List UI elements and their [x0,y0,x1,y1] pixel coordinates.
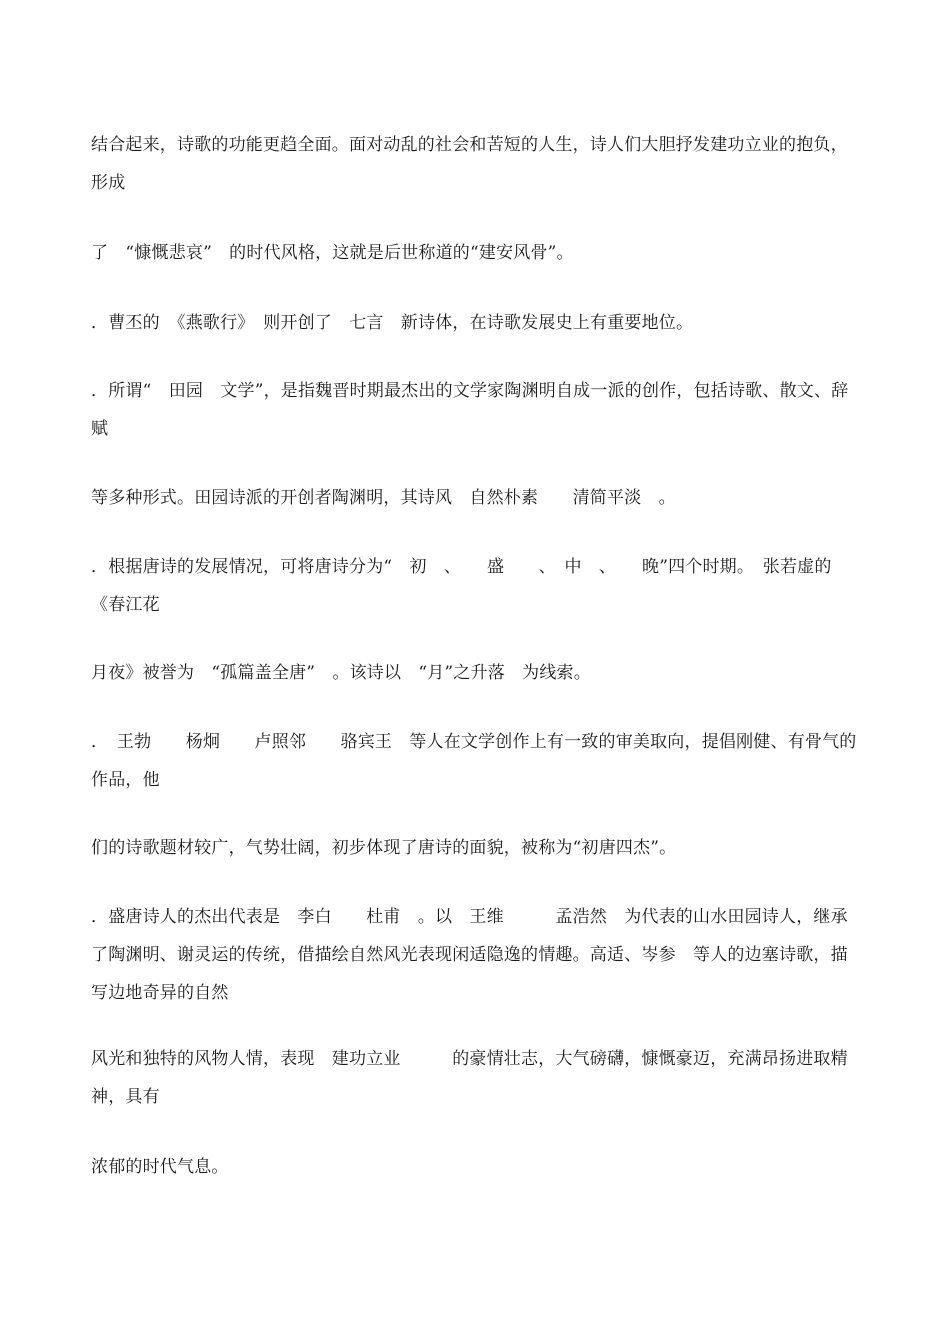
paragraph-chutang-sijie: ． 王勃 杨炯 卢照邻 骆宾王 等人在文学创作上有一致的审美取向，提倡刚健、有骨气的作品，他 [91,732,857,790]
paragraph-taoyuanming-style: 等多种形式。田园诗派的开创者陶渊明，其诗风 自然朴素 清简平淡 。 [91,488,676,508]
paragraph-caopi-yangexing: ．曹丕的 《燕歌行》 则开创了 七言 新诗体，在诗歌发展史上有重要地位。 [91,313,694,333]
paragraph-tang-periods: ．根据唐诗的发展情况，可将唐诗分为“ 初 、 盛 、 中 、 晚”四个时期。 张若虚的《春江花 [91,557,832,615]
paragraph-chunjianghuayueye: 月夜》被誉为 “孤篇盖全唐” 。该诗以 “月”之升落 为线索。 [91,663,591,683]
paragraph-chutang-sijie-cont: 们的诗歌题材较广，气势壮阔，初步体现了唐诗的面貌，被称为“初唐四杰”。 [91,838,677,858]
paragraph-jianan-function: 结合起来，诗歌的功能更趋全面。面对动乱的社会和苦短的人生，诗人们大胆抒发建功立业的抱负，形成 [91,135,848,193]
paragraph-jianan-fenggu: 了 “慷慨悲哀” 的时代风格，这就是后世称道的“建安风骨”。 [91,243,574,263]
paragraph-closing: 浓郁的时代气息。 [91,1157,229,1177]
paragraph-tianyuan-wenxue: ．所谓“ 田园 文学”，是指魏晋时期最杰出的文学家陶渊明自成一派的创作，包括诗歌、散文、辞赋 [91,381,849,439]
paragraph-biansai-poetry: 风光和独特的风物人情，表现 建功立业 的豪情壮志，大气磅礴，慷慨豪迈，充满昂扬进取精神，具有 [91,1049,848,1107]
paragraph-shengtang-poets: ．盛唐诗人的杰出代表是 李白 杜甫 。以 王维 孟浩然 为代表的山水田园诗人，继承了陶渊明、谢灵运的传统，借描绘自然风光表现闲适隐逸的情趣。高适、岑参 等人的边塞诗歌，描写边地奇异的自然 [91,907,848,1003]
